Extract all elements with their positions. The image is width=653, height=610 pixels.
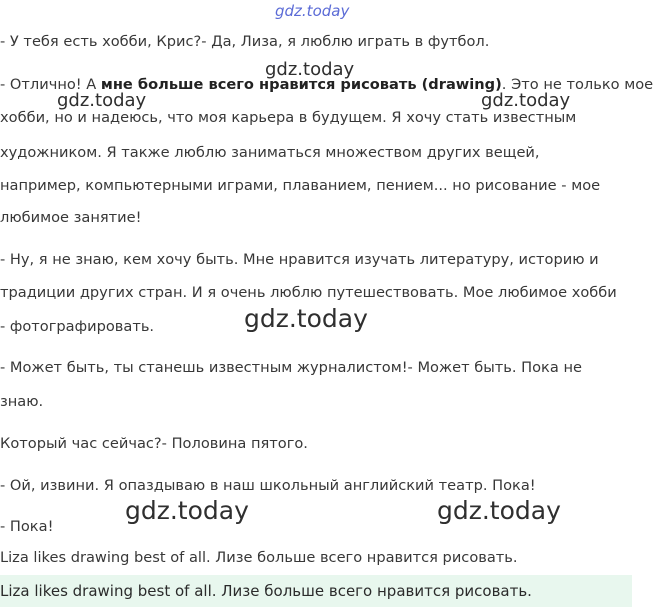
dialogue-line-5: например, компьютерными играми, плаванием, пением... но рисование - мое <box>0 177 601 194</box>
dialogue-line-9: - фотографировать. <box>0 318 155 335</box>
watermark-top: gdz.today <box>275 2 350 20</box>
watermark: gdz.today <box>437 496 561 525</box>
dialogue-line-12: Который час сейчас?- Половина пятого. <box>0 435 308 452</box>
dialogue-line-2-start: - Отлично! А <box>0 76 101 93</box>
answer-line: Liza likes drawing best of all. Лизе больше всего нравится рисовать. <box>0 549 518 566</box>
watermark: gdz.today <box>244 304 368 333</box>
watermark: gdz.today <box>265 59 355 80</box>
dialogue-line-13: - Ой, извини. Я опаздываю в наш школьный английский театр. Пока! <box>0 477 536 494</box>
dialogue-line-14: - Пока! <box>0 518 54 535</box>
watermark: gdz.today <box>57 90 147 111</box>
watermark: gdz.today <box>481 90 571 111</box>
watermark: gdz.today <box>125 496 249 525</box>
dialogue-line-8: традиции других стран. И я очень люблю путешествовать. Мое любимое хобби <box>0 284 617 301</box>
dialogue-line-2-bold: мне больше всего нравится рисовать (drawing) <box>100 76 502 93</box>
dialogue-line-4: художником. Я также люблю заниматься множеством других вещей, <box>0 144 540 161</box>
dialogue-line-11: знаю. <box>0 393 44 410</box>
dialogue-line-6: любимое занятие! <box>0 209 142 226</box>
dialogue-line-2-end: . Это не только мое <box>501 76 653 93</box>
dialogue-line-3: хобби, но и надеюсь, что моя карьера в будущем. Я хочу стать известным <box>0 109 577 126</box>
dialogue-line-7: - Ну, я не знаю, кем хочу быть. Мне нравится изучать литературу, историю и <box>0 251 599 268</box>
dialogue-line-1: - У тебя есть хобби, Крис?- Да, Лиза, я люблю играть в футбол. <box>0 33 490 50</box>
dialogue-line-10: - Может быть, ты станешь известным журналистом!- Может быть. Пока не <box>0 359 582 376</box>
highlighted-answer: Liza likes drawing best of all. Лизе больше всего нравится рисовать. <box>0 582 532 600</box>
